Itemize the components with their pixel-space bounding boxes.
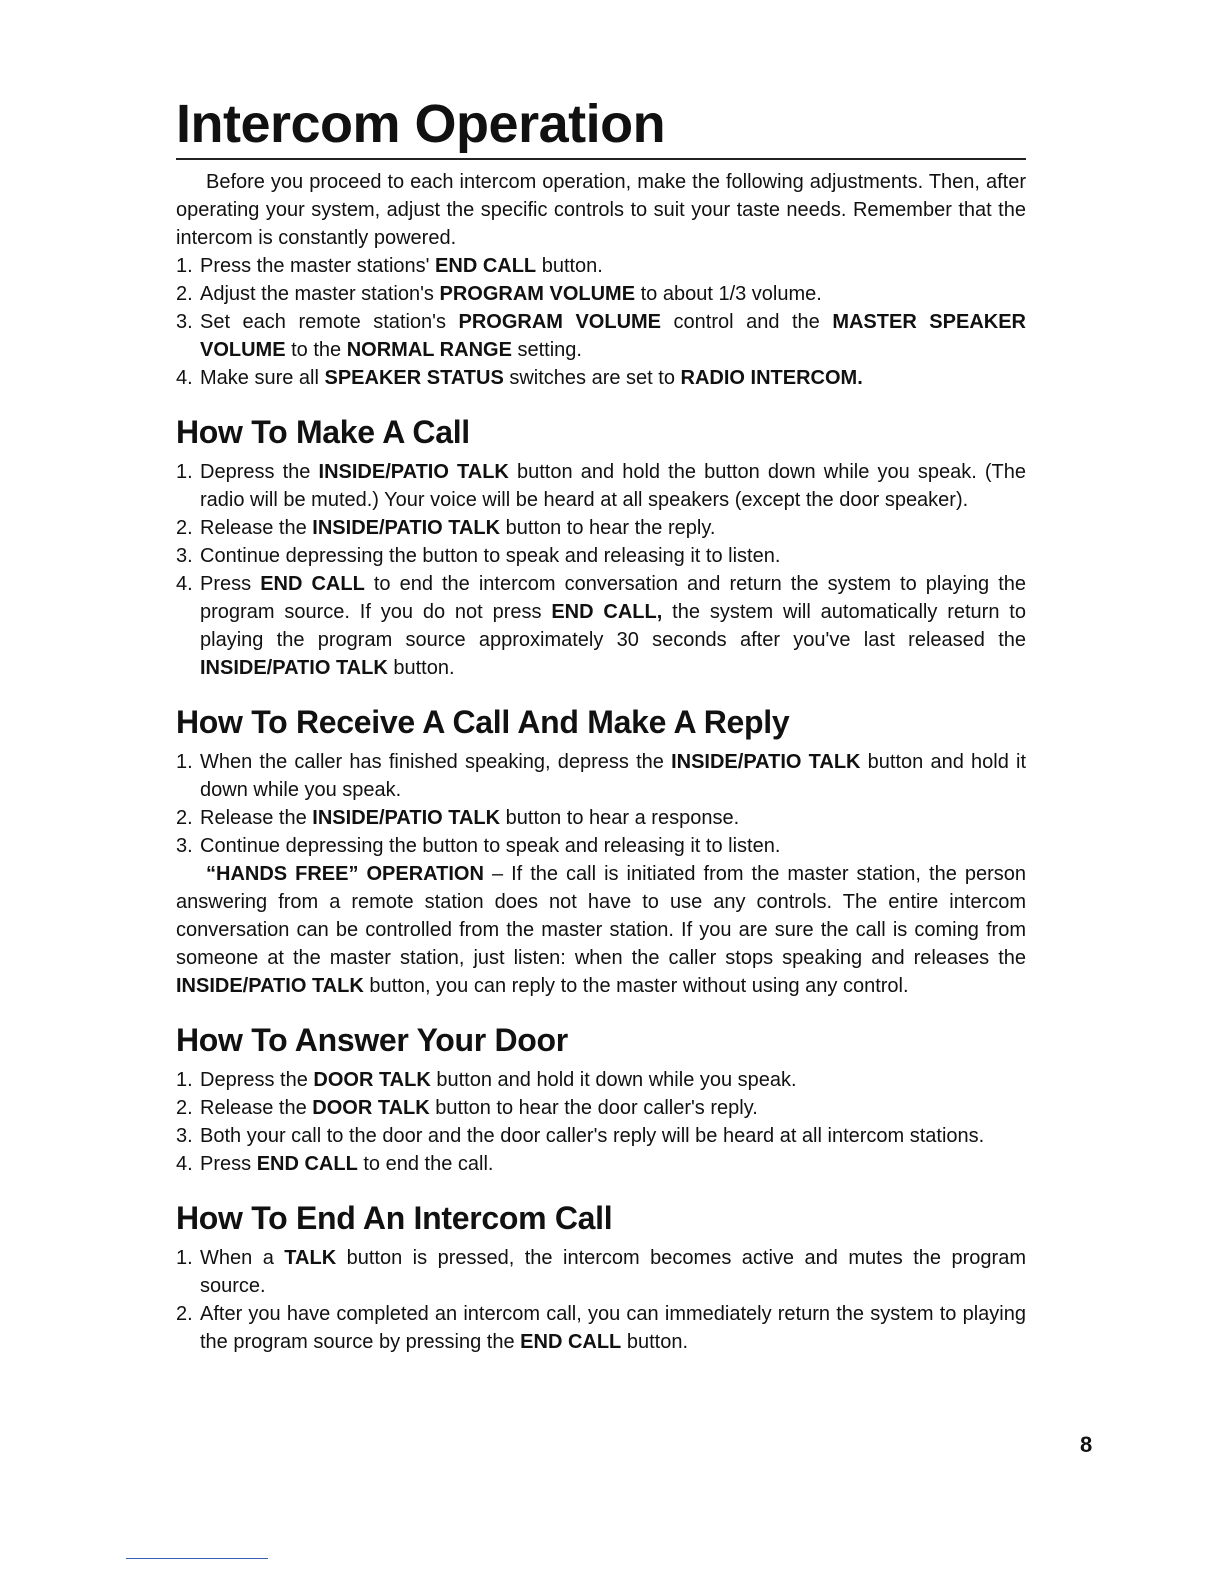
page-title: Intercom Operation <box>176 94 666 154</box>
step-text: the system will automatically return to playing the program source approximately 30 seconds after you've last released the <box>200 601 1026 651</box>
hands-free-label: “HANDS FREE” OPERATION <box>206 863 484 885</box>
section-heading-answer-door: How To Answer Your Door <box>176 1022 568 1058</box>
step-text: Release the <box>200 807 313 829</box>
control-name: INSIDE/PATIO TALK <box>200 657 388 679</box>
page-number: 8 <box>1080 1432 1093 1457</box>
control-name: END CALL <box>260 573 365 595</box>
step-text: setting. <box>511 339 582 361</box>
list-item <box>176 280 1026 308</box>
step-text: Depress the <box>200 1069 314 1091</box>
step-text: to the <box>285 339 347 361</box>
make-call-steps-list <box>176 458 1026 682</box>
step-text: to end the intercom conversation and return the system to playing the program source. If you do not press <box>200 573 1026 623</box>
step-text: Make sure all <box>200 367 325 389</box>
control-name: INSIDE/PATIO TALK <box>312 807 501 829</box>
list-item <box>176 832 1026 860</box>
step-text: Press <box>200 1153 257 1175</box>
control-name: END CALL <box>520 1331 622 1353</box>
control-name: NORMAL RANGE <box>346 339 512 361</box>
list-item <box>176 570 1026 682</box>
manual-page <box>176 92 1026 1356</box>
step-text: Both your call to the door and the door caller's reply will be heard at all intercom stations. <box>200 1125 985 1147</box>
footer-line <box>126 1558 268 1559</box>
step-text: to end the call. <box>357 1153 494 1175</box>
control-name: RADIO INTERCOM. <box>680 367 863 389</box>
step-number: 2. <box>176 517 193 539</box>
step-text: button to hear the door caller's reply. <box>429 1097 758 1119</box>
step-number: 2. <box>176 807 193 829</box>
list-item <box>176 1244 1026 1300</box>
list-item <box>176 1300 1026 1356</box>
step-text: Continue depressing the button to speak and releasing it to listen. <box>200 545 781 567</box>
step-text: Release the <box>200 517 313 539</box>
hands-free-text: button, you can reply to the master without using any control. <box>363 975 909 997</box>
step-number: 1. <box>176 1069 193 1091</box>
section-heading-receive-call: How To Receive A Call And Make A Reply <box>176 704 790 740</box>
control-name: MASTER SPEAKER VOLUME <box>200 311 1026 361</box>
step-text: button. <box>387 657 455 679</box>
step-text: Depress the <box>200 461 319 483</box>
step-text: switches are set to <box>503 367 681 389</box>
list-item <box>176 458 1026 514</box>
control-name: END CALL <box>256 1153 358 1175</box>
step-number: 4. <box>176 1153 193 1175</box>
step-text: Continue depressing the button to speak and releasing it to listen. <box>200 835 781 857</box>
hands-free-paragraph <box>176 860 1026 1000</box>
step-number: 4. <box>176 367 193 389</box>
step-number: 3. <box>176 545 193 567</box>
list-item <box>176 1122 1026 1150</box>
list-item <box>176 542 1026 570</box>
step-number: 2. <box>176 283 193 305</box>
step-text: After you have completed an intercom call, you can immediately return the system to playing the program source by pressing the <box>200 1303 1026 1353</box>
control-name: INSIDE/PATIO TALK <box>176 975 364 997</box>
control-name: END CALL, <box>551 601 663 623</box>
step-text: button. <box>621 1331 688 1353</box>
title-underline <box>176 158 1026 160</box>
step-text: button to hear a response. <box>500 807 740 829</box>
receive-call-steps-list <box>176 748 1026 860</box>
end-call-steps-list <box>176 1244 1026 1356</box>
intro-paragraph: Before you proceed to each intercom operation, make the following adjustments. Then, after operating your system, adjust the specific controls to suit your taste needs. Remember that the intercom is constantly powered. <box>176 171 1026 249</box>
list-item <box>176 364 1026 392</box>
step-text: button and hold the button down while you speak. (The radio will be muted.) Your voice will be heard at all speakers (except the door speaker). <box>200 461 1026 511</box>
step-text: button and hold it down while you speak. <box>200 751 1027 801</box>
control-name: PROGRAM VOLUME <box>439 283 636 305</box>
list-item <box>176 1150 1026 1178</box>
control-name: INSIDE/PATIO TALK <box>318 461 509 483</box>
section-heading-end-call: How To End An Intercom Call <box>176 1200 613 1236</box>
control-name: TALK <box>284 1247 337 1269</box>
step-number: 1. <box>176 751 193 773</box>
control-name: DOOR TALK <box>312 1097 430 1119</box>
list-item <box>176 804 1026 832</box>
control-name: PROGRAM VOLUME <box>458 311 662 333</box>
hands-free-text: – If the call is initiated from the master station, the person answering from a remote station does not have to use any controls. The entire intercom conversation can be controlled from the master station. If you are sure the call is coming from someone at the master station, just listen: when the caller stops speaking and releases the <box>176 863 1026 969</box>
step-text: button. <box>536 255 603 277</box>
step-number: 3. <box>176 835 193 857</box>
step-text: When the caller has finished speaking, depress the <box>200 751 672 773</box>
list-item <box>176 748 1026 804</box>
step-text: Set each remote station's <box>200 311 459 333</box>
step-number: 1. <box>176 255 193 277</box>
step-text: Release the <box>200 1097 313 1119</box>
step-number: 3. <box>176 1125 193 1147</box>
step-text: control and the <box>661 311 833 333</box>
step-text: to about 1/3 volume. <box>635 283 822 305</box>
control-name: DOOR TALK <box>313 1069 431 1091</box>
control-name: END CALL <box>435 255 537 277</box>
answer-door-steps-list <box>176 1066 1026 1178</box>
control-name: SPEAKER STATUS <box>324 367 504 389</box>
setup-steps-list <box>176 252 1026 392</box>
step-number: 2. <box>176 1303 193 1325</box>
step-text: Adjust the master station's <box>200 283 440 305</box>
step-number: 2. <box>176 1097 193 1119</box>
list-item <box>176 1094 1026 1122</box>
step-number: 3. <box>176 311 193 333</box>
step-text: button to hear the reply. <box>500 517 716 539</box>
list-item <box>176 1066 1026 1094</box>
list-item <box>176 252 1026 280</box>
control-name: INSIDE/PATIO TALK <box>671 751 861 773</box>
step-text: button and hold it down while you speak. <box>430 1069 797 1091</box>
step-number: 1. <box>176 461 193 483</box>
step-text: button is pressed, the intercom becomes active and mutes the program source. <box>200 1247 1026 1297</box>
step-text: Press the master stations' <box>200 255 436 277</box>
list-item <box>176 514 1026 542</box>
section-heading-make-call: How To Make A Call <box>176 414 470 450</box>
step-number: 4. <box>176 573 193 595</box>
step-text: Press <box>200 573 261 595</box>
control-name: INSIDE/PATIO TALK <box>312 517 501 539</box>
step-text: When a <box>200 1247 285 1269</box>
list-item <box>176 308 1026 364</box>
step-number: 1. <box>176 1247 193 1269</box>
